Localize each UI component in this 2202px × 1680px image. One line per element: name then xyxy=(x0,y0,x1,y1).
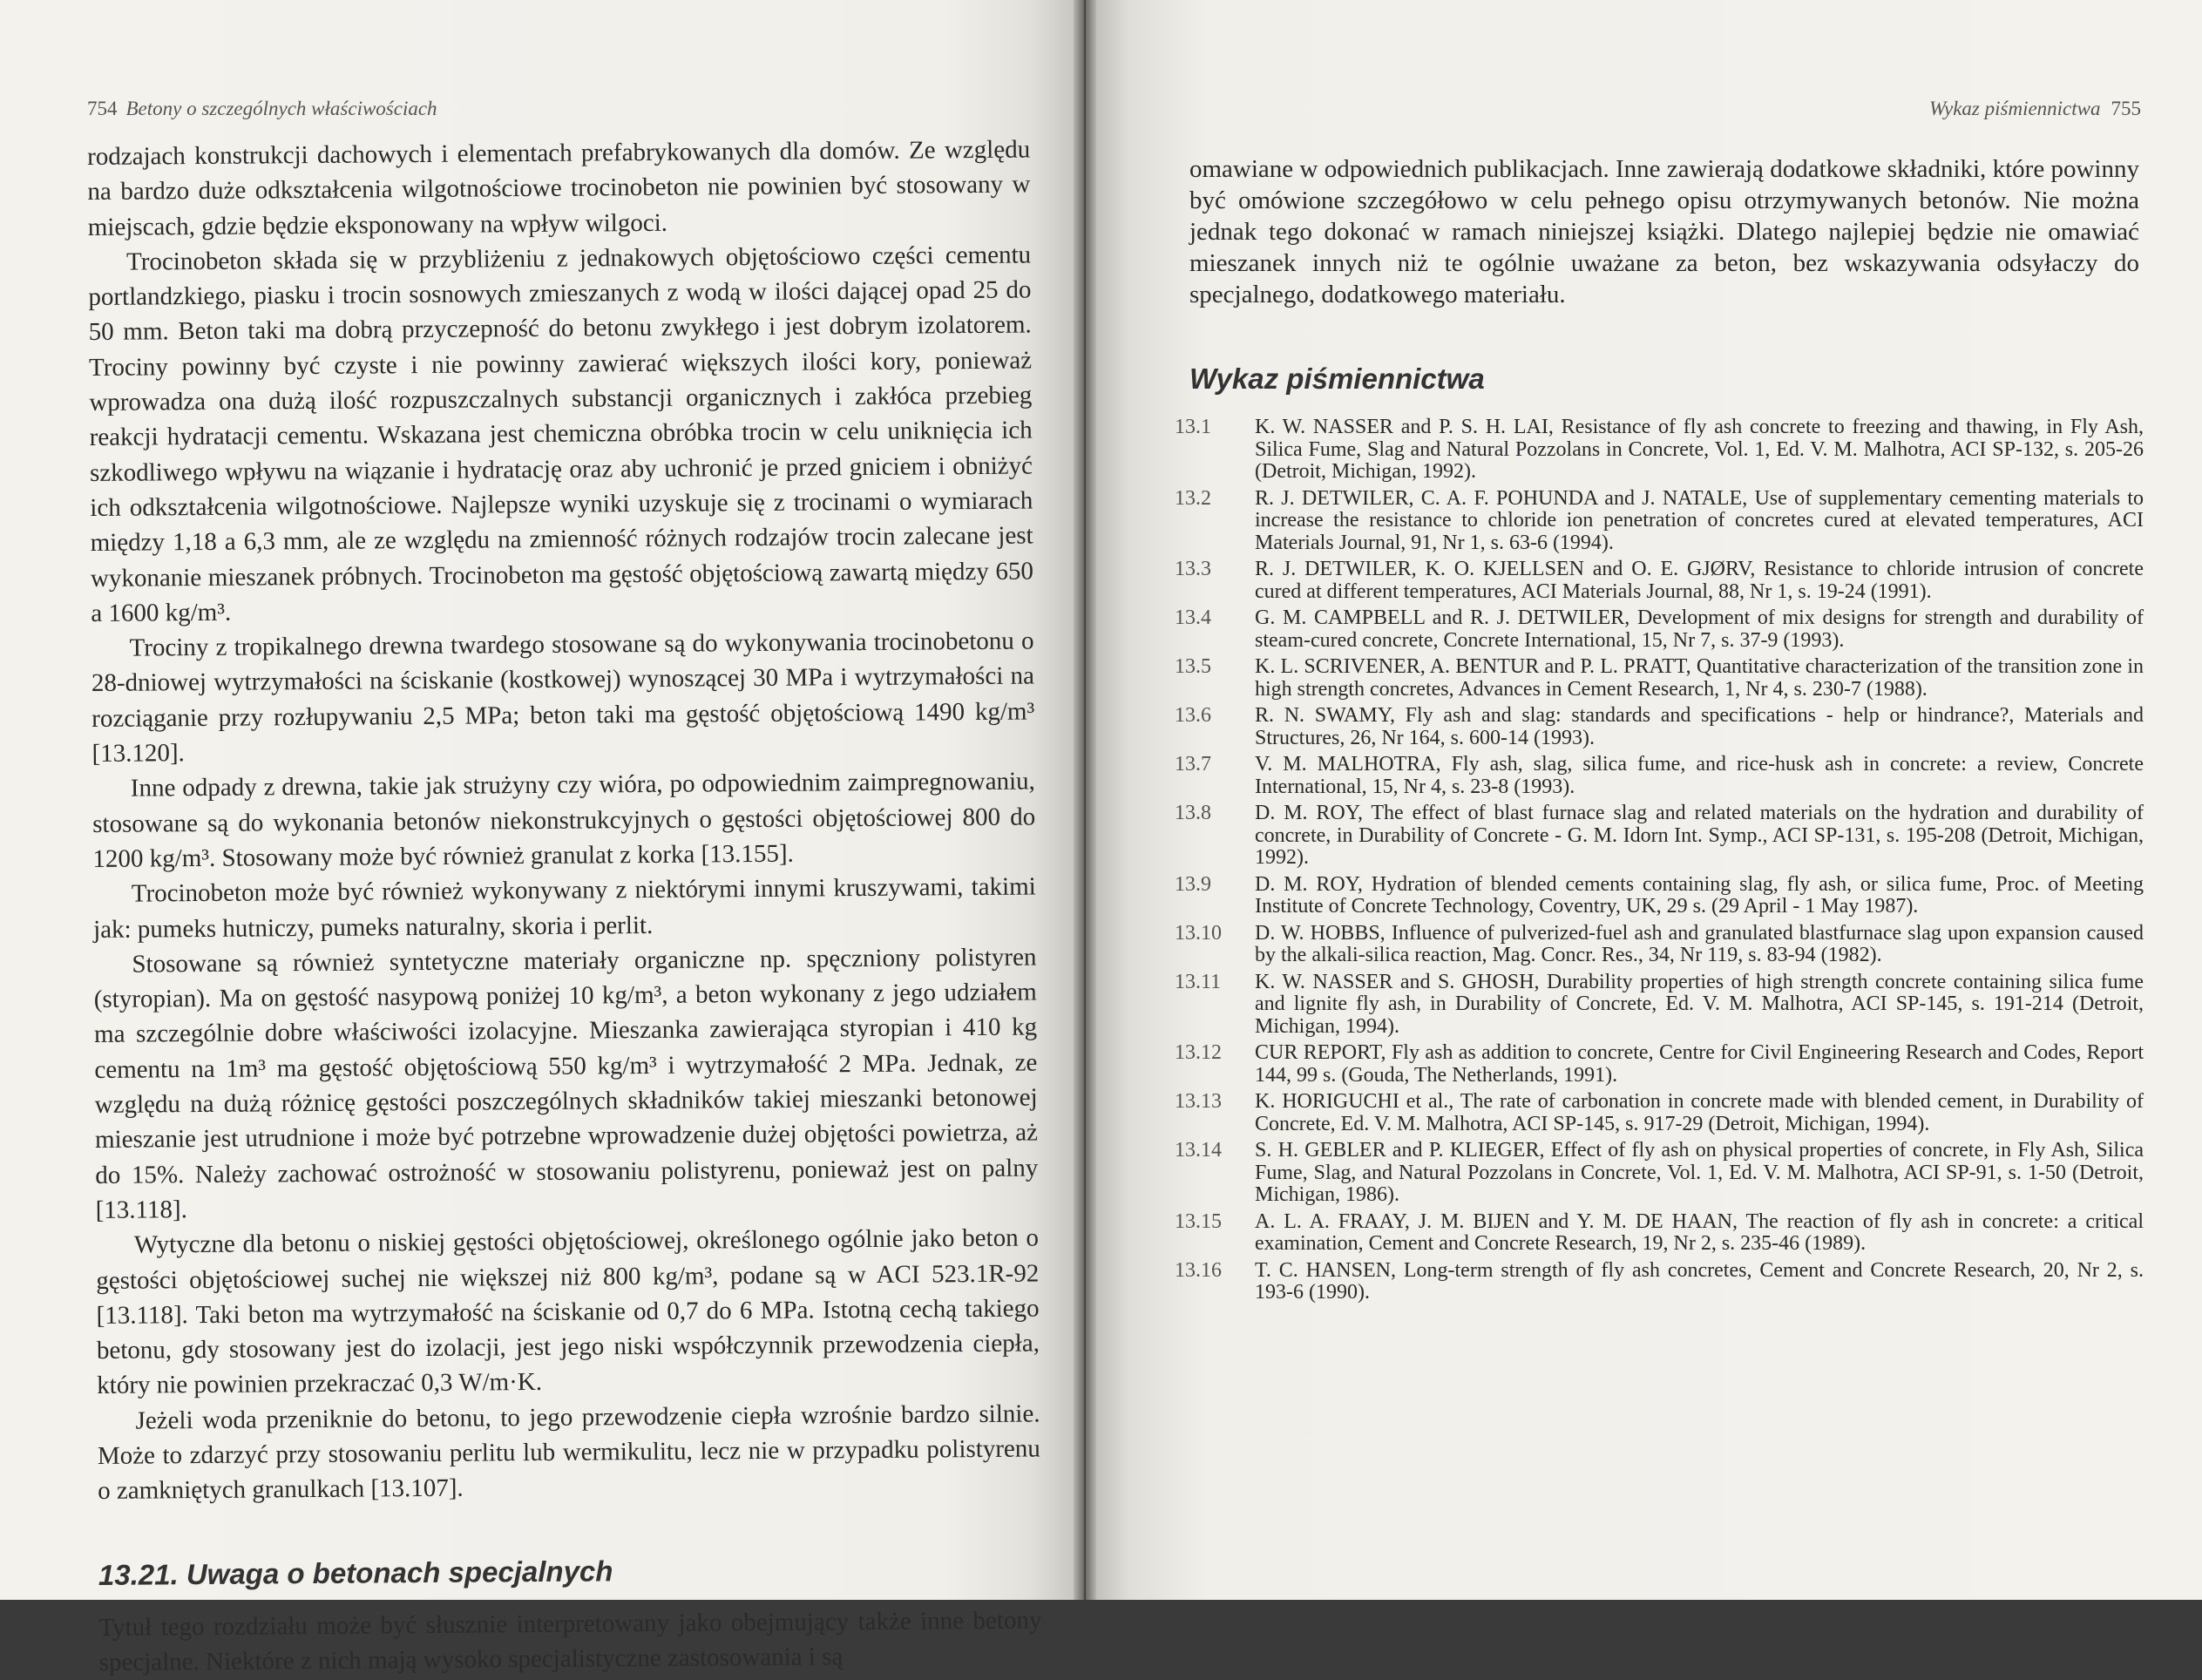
reference-text: D. W. HOBBS, Influence of pulverized-fuel ash and granulated blastfurnace slag upon expansion caused by the alkali-silica reaction, Mag. Concr. Res., 34, Nr 119, s. 83-94 (1982). xyxy=(1255,921,2144,966)
section-heading: 13.21. Uwaga o betonach specjalnych xyxy=(98,1554,613,1591)
paragraph: Wytyczne dla betonu o niskiej gęstości objętościowej, określonego ogólnie jako beton o gęstości objętościowej suchej nie większej niż 800 kg/m³, podane są w ACI 523.1R-92 [13.118]. Taki beton ma wytrzymałość na ściskanie od 0,7 do 6 MPa. Istotną cechą takiego betonu, gdy stosowany jest do izolacji, jest jego niski współczynnik przewodzenia ciepła, który nie powinien przekraczać 0,3 W/m·K. xyxy=(96,1223,1040,1400)
paragraph: omawiane w odpowiednich publikacjach. Inne zawierają dodatkowe składniki, które powinny być omówione szczegółowo w celu pełnego opisu otrzymywanych betonów. Nie można jednak tego dokonać w ramach niniejszej książki. Dlatego najlepiej będzie nie omawiać mieszanek innych niż te ogólnie uważane za beton, bez wskazywania odsyłaczy do specjalnego, dodatkowego materiału. xyxy=(1189,155,2139,308)
paragraph: Tytuł tego rozdziału może być słusznie interpretowany jako obejmujący także inne betony specjalne. Niektóre z nich mają wysoko specjalistyczne zastosowania i są xyxy=(98,1606,1042,1677)
reference-item xyxy=(1175,1091,2144,1135)
reference-item xyxy=(1175,754,2144,798)
reference-number: 13.15 xyxy=(1175,1209,1222,1233)
reference-item xyxy=(1175,923,2144,967)
reference-number: 13.2 xyxy=(1175,486,1211,510)
left-running-head: Betony o szczególnych właściwościach xyxy=(125,98,437,119)
reference-text: R. J. DETWILER, C. A. F. POHUNDA and J. NATALE, Use of supplementary cementing materials to increase the resistance to chloride ion penetration of concretes cured at elevated temperatures, ACI Materials Journal, 91, Nr 1, s. 63-6 (1994). xyxy=(1255,486,2144,554)
reference-number: 13.12 xyxy=(1175,1041,1222,1064)
reference-text: K. HORIGUCHI et al., The rate of carbonation in concrete made with blended cement, in Durability of Concrete, Ed. V. M. Malhotra, ACI SP-145, s. 917-29 (Detroit, Michigan, 1994). xyxy=(1255,1090,2144,1135)
reference-text: R. J. DETWILER, K. O. KJELLSEN and O. E. GJØRV, Resistance to chloride intrusion of concrete cured at different temperatures, ACI Materials Journal, 88, Nr 1, s. 19-24 (1991). xyxy=(1255,558,2144,603)
paragraph: Jeżeli woda przeniknie do betonu, to jego przewodzenie ciepła wzrośnie bardzo silnie. Może to zdarzyć przy stosowaniu perlitu lub wermikulitu, lecz nie w przypadku polistyrenu o zamkniętych granulkach [13.107]. xyxy=(97,1399,1040,1506)
reference-number: 13.7 xyxy=(1175,753,1211,776)
book-gutter xyxy=(1074,0,1096,1600)
reference-number: 13.10 xyxy=(1175,921,1222,945)
reference-number: 13.6 xyxy=(1175,704,1211,727)
reference-text: K. W. NASSER and P. S. H. LAI, Resistance of fly ash concrete to freezing and thawing, in Fly Ash, Silica Fume, Slag and Natural Pozzolans in Concrete, Vol. 1, Ed. V. M. Malhotra, ACI SP-132, s. 205-26 (Detroit, Michigan, 1992). xyxy=(1255,416,2144,483)
reference-item xyxy=(1175,1211,2144,1256)
left-body-text xyxy=(87,132,1042,1680)
paragraph: Inne odpady z drewna, takie jak strużyny czy wióra, po odpowiednim zaimpregnowaniu, stosowane są do wykonania betonów niekonstrukcyjnych o gęstości objętościowej 800 do 1200 kg/m³. Stosowany może być również granulat z korka [13.155]. xyxy=(92,767,1036,873)
paragraph: rodzajach konstrukcji dachowych i elementach prefabrykowanych dla domów. Ze względu na bardzo duże odkształcenia wilgotnościowe trocinobeton nie powinien być stosowany w miejscach, gdzie będzie eksponowany na wpływ wilgoci. xyxy=(87,135,1031,241)
left-page-header xyxy=(87,98,437,120)
reference-item xyxy=(1175,607,2144,652)
right-page-header xyxy=(1929,98,2141,120)
reference-number: 13.13 xyxy=(1175,1090,1222,1113)
reference-text: A. L. A. FRAAY, J. M. BIJEN and Y. M. DE HAAN, The reaction of fly ash in concrete: a critical examination, Cement and Concrete Research, 19, Nr 2, s. 235-46 (1989). xyxy=(1255,1209,2144,1255)
reference-text: S. H. GEBLER and P. KLIEGER, Effect of fly ash on physical properties of concrete, in Fly Ash, Silica Fume, Slag, and Natural Pozzolans in Concrete, Vol. 1, Ed. V. M. Malhotra, ACI SP-91, s. 1-50 (Detroit, Michigan, 1986). xyxy=(1255,1139,2144,1206)
reference-item xyxy=(1175,803,2144,870)
reference-text: K. L. SCRIVENER, A. BENTUR and P. L. PRATT, Quantitative characterization of the transition zone in high strength concretes, Advances in Cement Research, 1, Nr 4, s. 230-7 (1988). xyxy=(1255,655,2144,701)
reference-item xyxy=(1175,488,2144,555)
reference-number: 13.3 xyxy=(1175,558,1211,580)
reference-item xyxy=(1175,1042,2144,1087)
reference-text: T. C. HANSEN, Long-term strength of fly ash concretes, Cement and Concrete Research, 20, Nr 2, s. 193-6 (1990). xyxy=(1255,1258,2144,1304)
reference-text: CUR REPORT, Fly ash as addition to concrete, Centre for Civil Engineering Research and Codes, Report 144, 99 s. (Gouda, The Netherlands, 1991). xyxy=(1255,1041,2144,1087)
reference-text: K. W. NASSER and S. GHOSH, Durability properties of high strength concrete containing silica fume and lignite fly ash, in Durability of Concrete, Ed. V. M. Malhotra, ACI SP-145, s. 191-214 (Detroit, Michigan, 1994). xyxy=(1255,970,2144,1038)
reference-text: R. N. SWAMY, Fly ash and slag: standards and specifications - help or hindrance?, Materials and Structures, 26, Nr 164, s. 600-14 (1993). xyxy=(1255,704,2144,749)
reference-number: 13.1 xyxy=(1175,416,1211,438)
reference-item xyxy=(1175,417,2144,484)
paragraph: Trociny z tropikalnego drewna twardego stosowane są do wykonywania trocinobetonu o 28-dniowej wytrzymałości na ściskanie (kostkowej) wynoszącej 30 MPa i wytrzymałości na rozciąganie przy rozłupywaniu 2,5 MPa; beton taki ma gęstość objętościową 1490 kg/m³ [13.120]. xyxy=(91,627,1035,769)
reference-text: G. M. CAMPBELL and R. J. DETWILER, Development of mix designs for strength and durability of steam-cured concrete, Concrete International, 15, Nr 7, s. 37-9 (1993). xyxy=(1255,606,2144,652)
reference-number: 13.16 xyxy=(1175,1258,1222,1282)
reference-item xyxy=(1175,1260,2144,1304)
reference-number: 13.9 xyxy=(1175,872,1211,896)
reference-number: 13.5 xyxy=(1175,655,1211,678)
reference-number: 13.8 xyxy=(1175,802,1211,824)
right-body-text xyxy=(1189,153,2139,310)
right-running-head: Wykaz piśmiennictwa xyxy=(1928,98,2101,119)
reference-number: 13.14 xyxy=(1175,1139,1222,1162)
left-page-number: 754 xyxy=(87,98,118,119)
reference-item xyxy=(1175,874,2144,918)
paragraph: Trocinobeton może być również wykonywany z niektórymi innymi kruszywami, takimi jak: pumeks hutniczy, pumeks naturalny, skoria i perlit. xyxy=(92,872,1036,944)
reference-text: V. M. MALHOTRA, Fly ash, slag, silica fume, and rice-husk ash in concrete: a review, Concrete International, 15, Nr 4, s. 23-8 (1993). xyxy=(1255,753,2144,798)
reference-item xyxy=(1175,656,2144,701)
paragraph: Trocinobeton składa się w przybliżeniu z jednakowych objętościowo części cementu portlandzkiego, piasku i trocin sosnowych zmieszanych z wodą w ilości dającej opad 25 do 50 mm. Beton taki ma dobrą przyczepność do betonu zwykłego i jest dobrym izolatorem. Trociny powinny być czyste i nie powinny zawierać większych ilości kory, ponieważ wprowadza ona dużą ilość rozpuszczalnych substancji organicznych i zakłóca przebieg reakcji hydratacji cementu. Wskazana jest chemiczna obróbka trocin w celu uniknięcia ich szkodliwego wpływu na wiązanie i hydratację oraz aby uchronić je przed gniciem i obniżyć ich odkształcenia wilgotnościowe. Najlepsze wyniki uzyskuje się z trocinami o wymiarach między 1,18 a 6,3 mm, ale ze względu na zmienność różnych rodzajów trocin zalecane jest wykonanie mieszanek próbnych. Trocinobeton ma gęstość objętościową zawartą między 650 a 1600 kg/m³. xyxy=(88,240,1034,627)
reference-item xyxy=(1175,972,2144,1039)
reference-item xyxy=(1175,705,2144,749)
reference-number: 13.4 xyxy=(1175,606,1211,629)
reference-text: D. M. ROY, The effect of blast furnace slag and related materials on the hydration and durability of concrete, in Durability of Concrete - G. M. Idorn Int. Symp., ACI SP-131, s. 195-208 (Detroit, Michigan, 1992). xyxy=(1255,802,2144,869)
references-heading: Wykaz piśmiennictwa xyxy=(1189,362,1485,395)
reference-item xyxy=(1175,1140,2144,1207)
reference-item xyxy=(1175,559,2144,603)
reference-text: D. M. ROY, Hydration of blended cements containing slag, fly ash, or silica fume, Proc. of Meeting Institute of Concrete Technology, Coventry, UK, 29 s. (29 April - 1 May 1987). xyxy=(1255,872,2144,918)
paragraph: Stosowane są również syntetyczne materiały organiczne np. spęczniony polistyren (styropian). Ma on gęstość nasypową poniżej 10 kg/m³, a beton wykonany z jego udziałem ma szczególnie dobre właściwości izolacyjne. Mieszanka zawierająca styropian i 410 kg cementu na 1m³ ma gęstość objętościową 550 kg/m³ i wytrzymałość 2 MPa. Jednak, ze względu na dużą różnicę gęstości poszczególnych składników takiej mieszanki betonowej mieszanie jest utrudnione i może być potrzebne wprowadzenie dużej objętości powietrza, aż do 15%. Należy zachować ostrożność w stosowaniu polistyrenu, ponieważ jest on palny [13.118]. xyxy=(93,943,1039,1224)
reference-number: 13.11 xyxy=(1175,970,1222,993)
references-list xyxy=(1175,417,2144,1309)
right-page-number: 755 xyxy=(2111,98,2141,119)
